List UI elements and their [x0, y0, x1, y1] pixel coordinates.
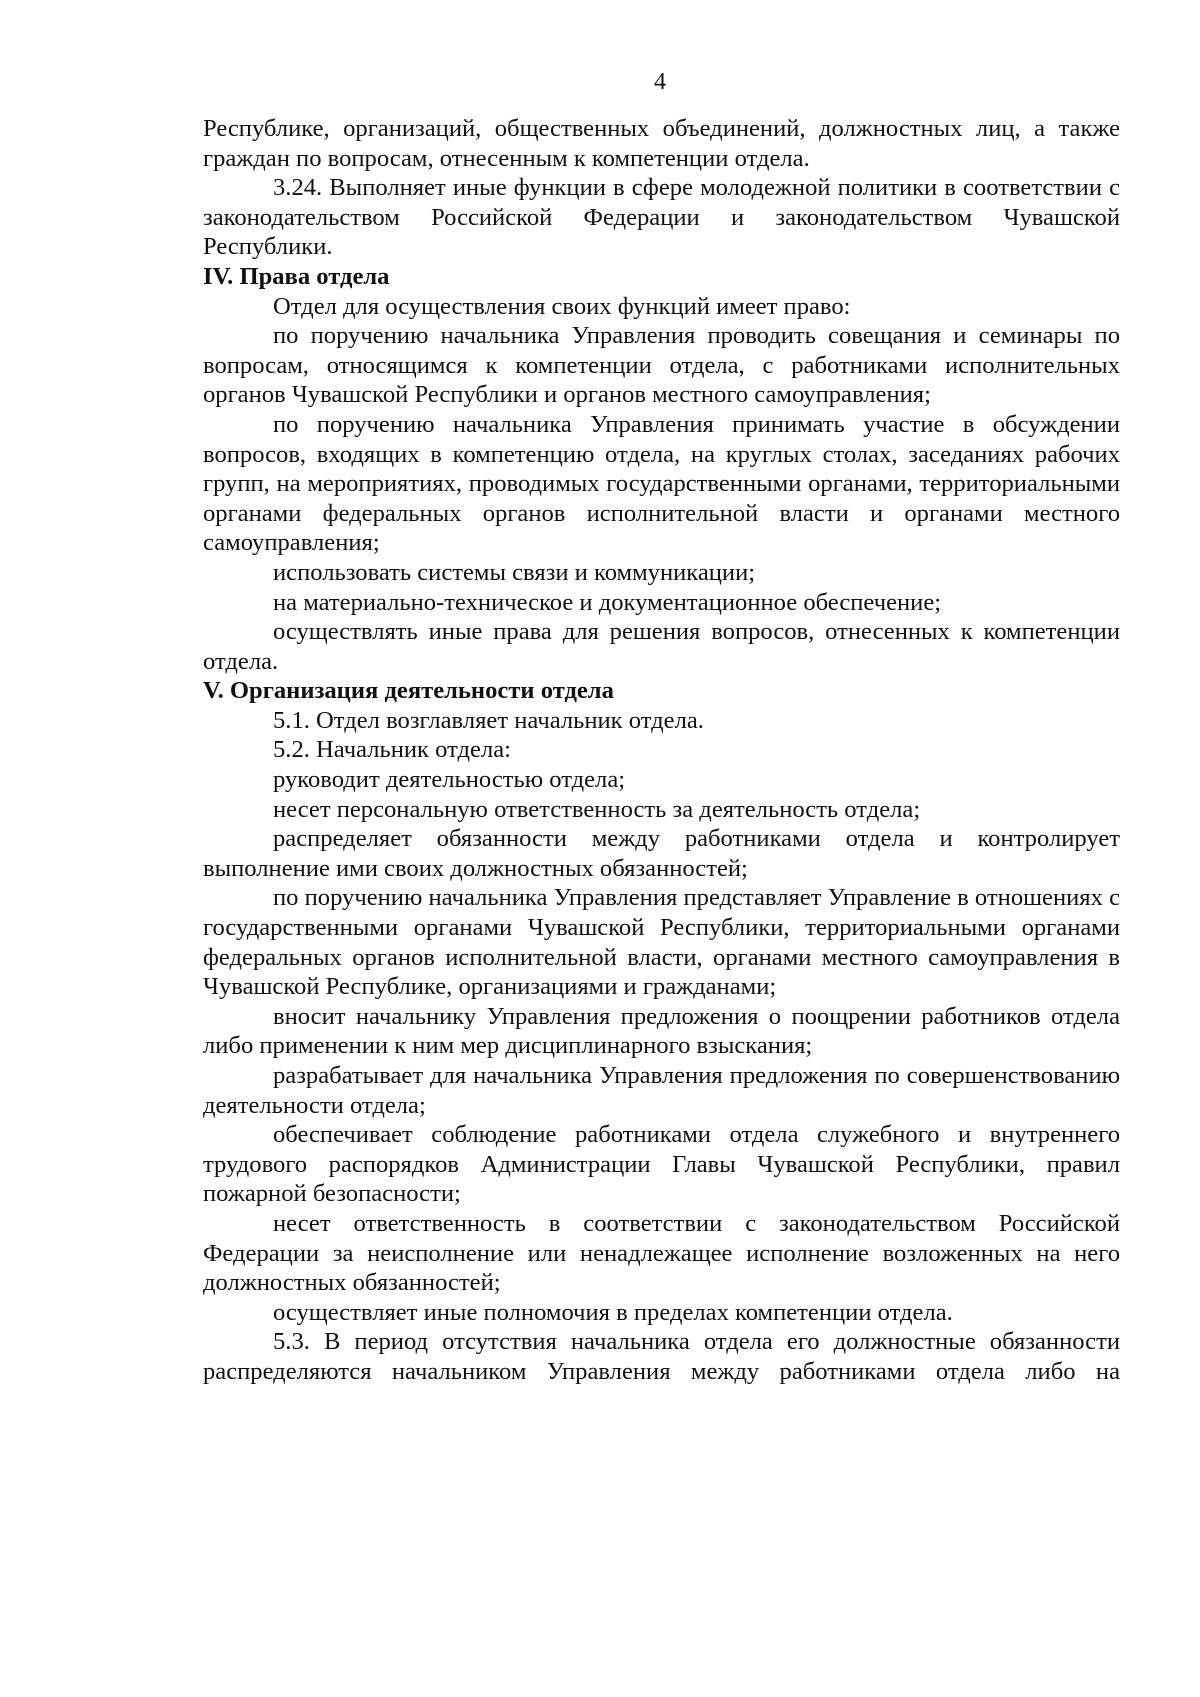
section-heading-rights: IV. Права отдела	[203, 262, 390, 290]
paragraph: по поручению начальника Управления проводить совещания и семинары по вопросам, относящимся к компетенции отдела, с работниками исполнительных органов Чувашской Республики и органов местного самоуправления;	[203, 322, 1120, 409]
paragraph: осуществлять иные права для решения вопросов, отнесенных к компетенции отдела.	[203, 618, 1120, 675]
paragraph: вносит начальнику Управления предложения о поощрении работников отдела либо применении к ним мер дисциплинарного взыскания;	[203, 1002, 1120, 1060]
section-heading-organization: V. Организация деятельности отдела	[203, 677, 614, 705]
paragraph: Отдел для осуществления своих функций имеет право:	[273, 292, 851, 320]
paragraph: несет персональную ответственность за деятельность отдела;	[273, 795, 921, 823]
paragraph: по поручению начальника Управления принимать участие в обсуждении вопросов, входящих в компетенцию отдела, на круглых столах, заседаниях рабочих групп, на мероприятиях, проводимых государственными органами, территориальными органами федеральных органов исполнительной власти и органами местного самоуправления;	[203, 410, 1120, 557]
paragraph: распределяет обязанности между работниками отдела и контролирует выполнение ими своих должностных обязанностей;	[203, 825, 1120, 882]
paragraph: разрабатывает для начальника Управления предложения по совершенствованию деятельности отдела;	[203, 1062, 1120, 1119]
paragraph: по поручению начальника Управления представляет Управление в отношениях с государственными органами Чувашской Республики, территориальными органами федеральных органов исполнительной власти, органами местного самоуправления в Чувашской Республике, организациями и гражданами;	[203, 884, 1120, 1001]
paragraph: 5.2. Начальник отдела:	[273, 736, 511, 764]
paragraph: 5.1. Отдел возглавляет начальник отдела.	[273, 706, 704, 734]
paragraph: 5.3. В период отсутствия начальника отдела его должностные обязанности распределяются начальником Управления между работниками отдела либо на	[203, 1328, 1120, 1385]
paragraph: использовать системы связи и коммуникации;	[273, 558, 756, 586]
paragraph: 3.24. Выполняет иные функции в сфере молодежной политики в соответствии с законодательством Российской Федерации и законодательством Чувашской Республики.	[203, 174, 1120, 261]
page-number: 4	[654, 69, 666, 95]
paragraph: руководит деятельностью отдела;	[273, 766, 626, 794]
paragraph: несет ответственность в соответствии с законодательством Российской Федерации за неисполнение или ненадлежащее исполнение возложенных на него должностных обязанностей;	[203, 1209, 1120, 1297]
paragraph: Республике, организаций, общественных объединений, должностных лиц, а также граждан по вопросам, отнесенным к компетенции отдела.	[203, 115, 1120, 172]
document-body	[203, 114, 1120, 1387]
paragraph: обеспечивает соблюдение работниками отдела служебного и внутреннего трудового распорядков Администрации Главы Чувашской Республики, правил пожарной безопасности;	[203, 1121, 1120, 1208]
paragraph: осуществляет иные полномочия в пределах компетенции отдела.	[273, 1298, 953, 1326]
paragraph: на материально-техническое и документационное обеспечение;	[273, 588, 942, 616]
